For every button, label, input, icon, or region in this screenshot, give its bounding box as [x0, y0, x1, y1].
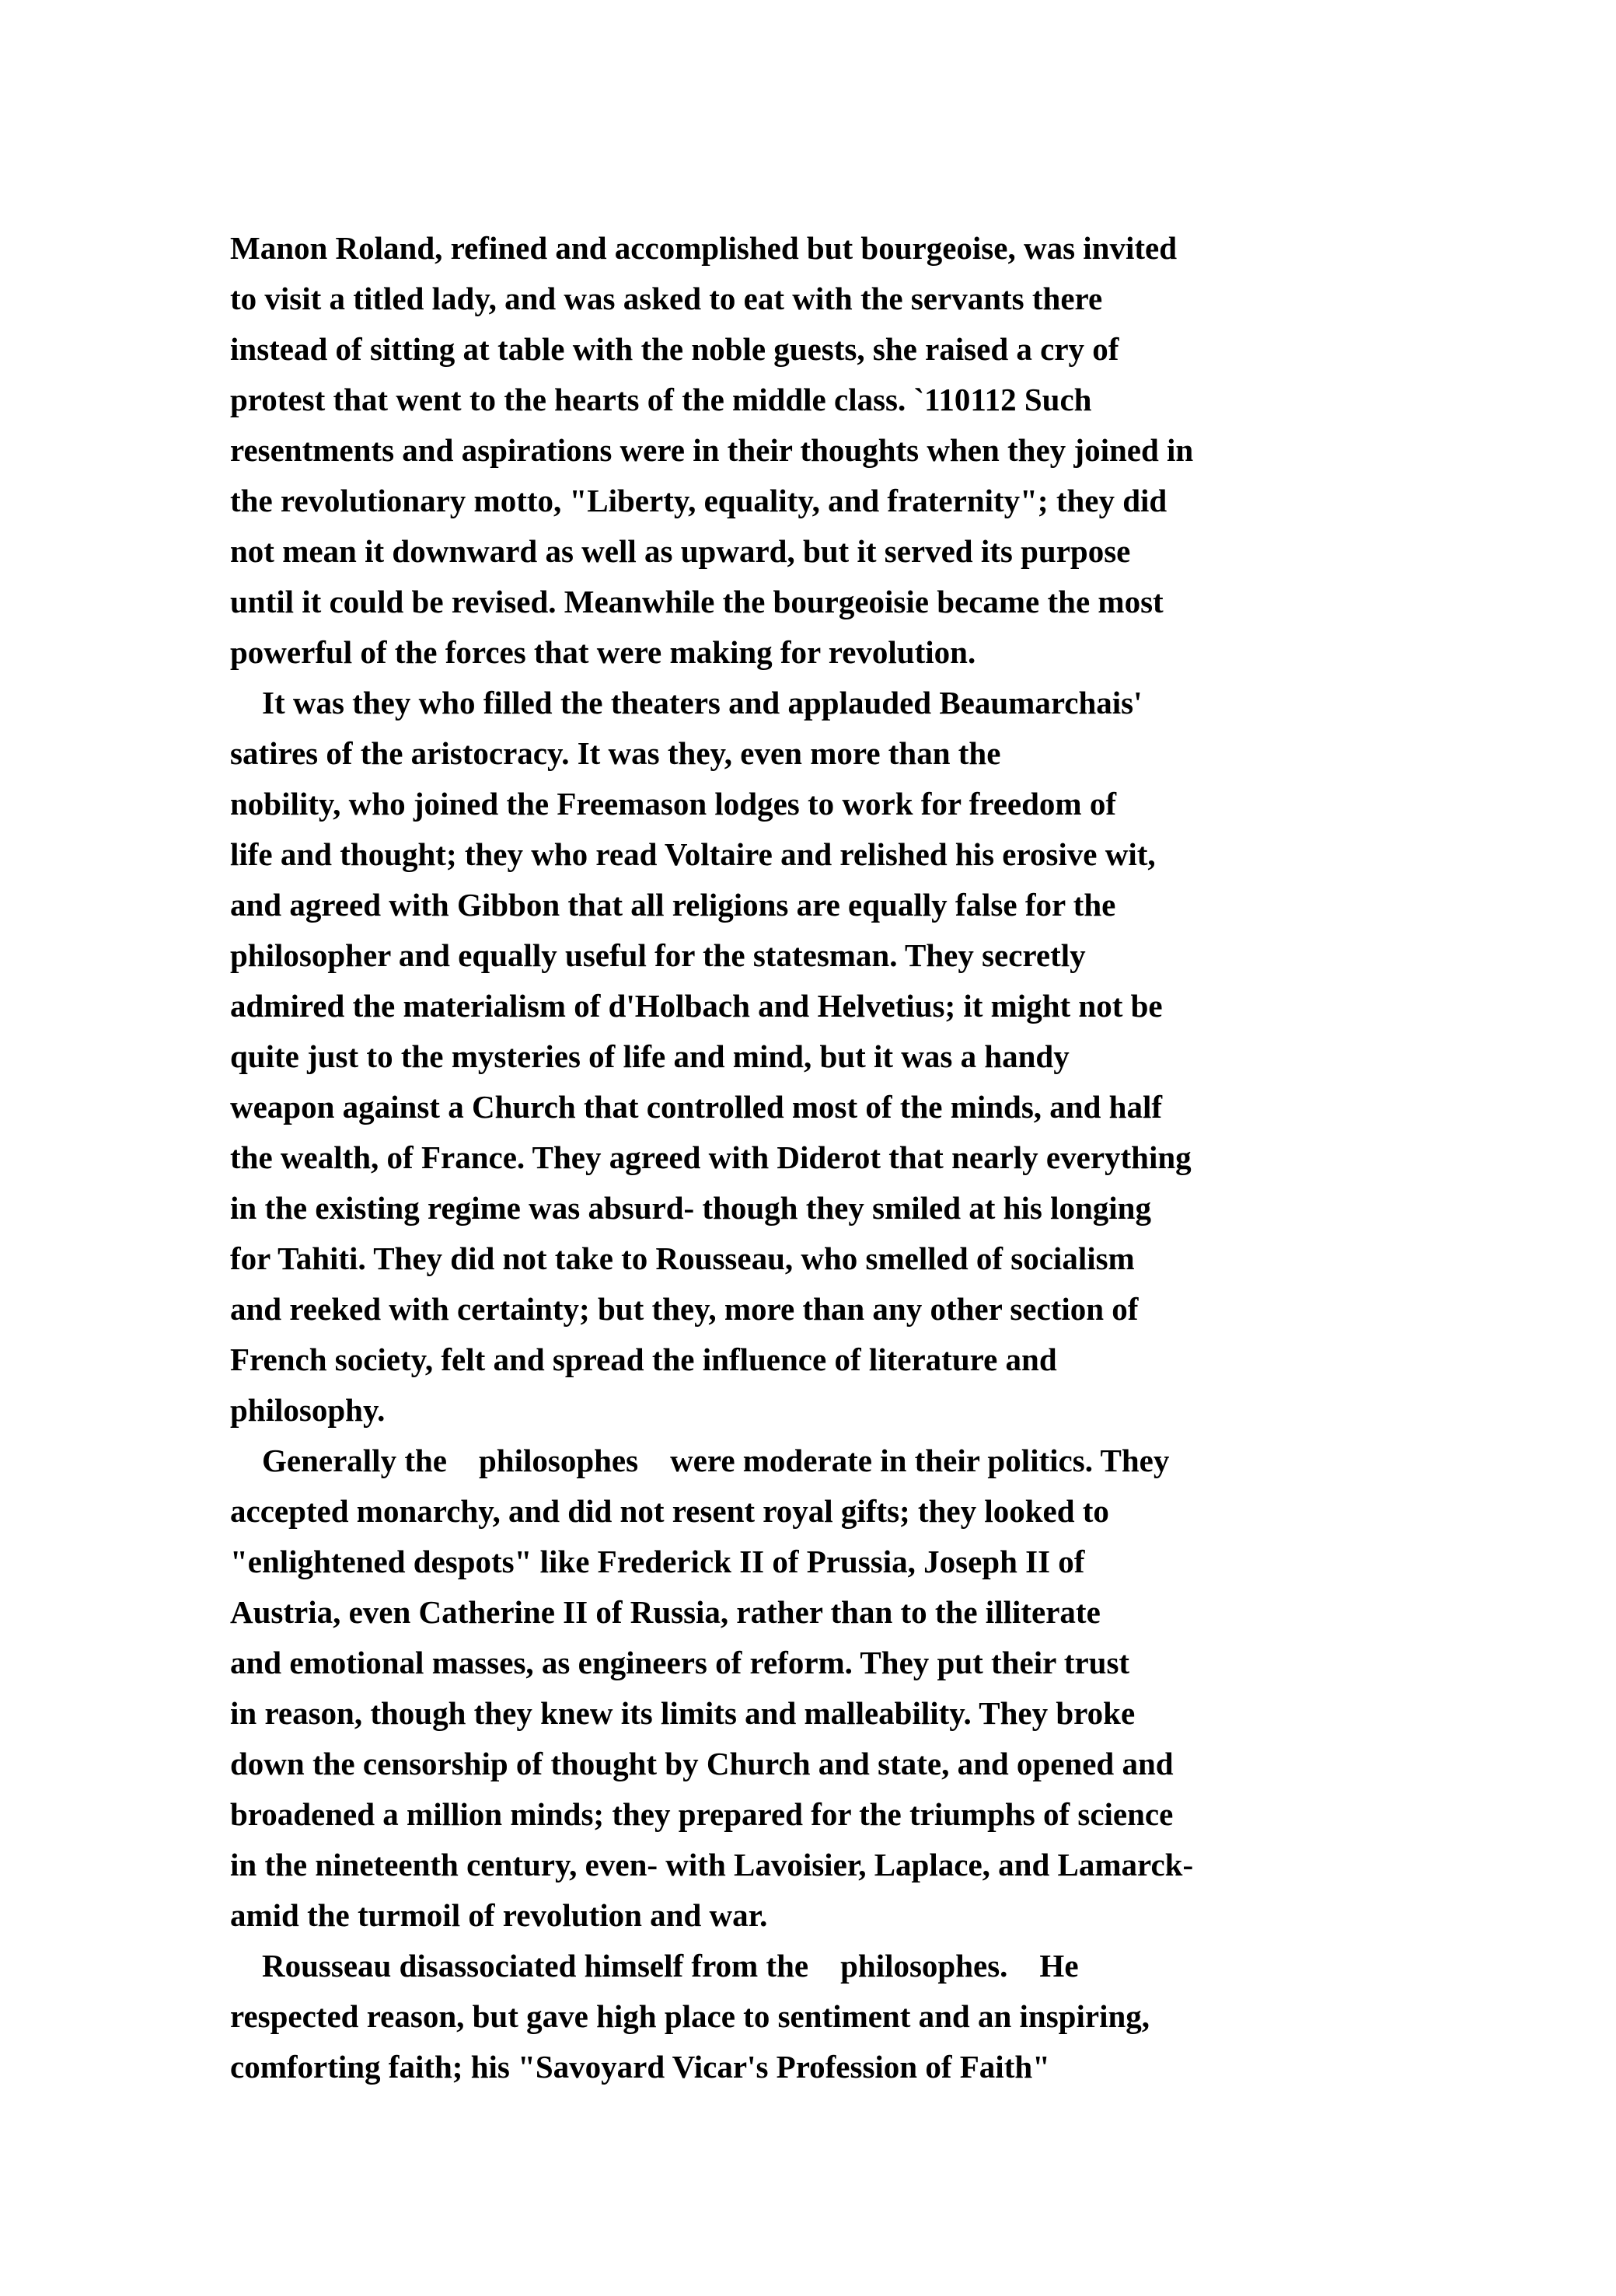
text-line: It was they who filled the theaters and applauded Beaumarchais'	[230, 685, 1143, 721]
text-line: and agreed with Gibbon that all religions are equally false for the	[230, 887, 1116, 923]
text-line: and emotional masses, as engineers of reform. They put their trust	[230, 1645, 1130, 1680]
text-line: to visit a titled lady, and was asked to eat with the servants there	[230, 281, 1103, 316]
text-line: resentments and aspirations were in their thoughts when they joined in	[230, 432, 1194, 468]
text-line: down the censorship of thought by Church and state, and opened and	[230, 1746, 1174, 1781]
text-line: the wealth, of France. They agreed with Diderot that nearly everything	[230, 1139, 1192, 1175]
text-line: philosophy.	[230, 1392, 386, 1428]
text-line: not mean it downward as well as upward, but it served its purpose	[230, 533, 1131, 569]
text-line: life and thought; they who read Voltaire and relished his erosive wit,	[230, 836, 1156, 872]
text-line: comforting faith; his "Savoyard Vicar's Profession of Faith"	[230, 2049, 1050, 2085]
text-line: protest that went to the hearts of the middle class. `110112 Such	[230, 382, 1092, 417]
text-line: accepted monarchy, and did not resent royal gifts; they looked to	[230, 1493, 1109, 1529]
text-line: weapon against a Church that controlled most of the minds, and half	[230, 1089, 1163, 1125]
text-line: satires of the aristocracy. It was they, even more than the	[230, 735, 1001, 771]
text-line: French society, felt and spread the influence of literature and	[230, 1342, 1057, 1377]
text-line: Manon Roland, refined and accomplished but bourgeoise, was invited	[230, 230, 1178, 266]
text-line: nobility, who joined the Freemason lodges to work for freedom of	[230, 786, 1116, 822]
text-line: and reeked with certainty; but they, more than any other section of	[230, 1291, 1139, 1327]
text-line: in the nineteenth century, even- with Lavoisier, Laplace, and Lamarck-	[230, 1847, 1194, 1883]
text-line: admired the materialism of d'Holbach and Helvetius; it might not be	[230, 988, 1163, 1024]
text-line: until it could be revised. Meanwhile the bourgeoisie became the most	[230, 584, 1164, 619]
text-line: instead of sitting at table with the noble guests, she raised a cry of	[230, 331, 1119, 367]
text-line: respected reason, but gave high place to sentiment and an inspiring,	[230, 1998, 1150, 2034]
text-line: Rousseau disassociated himself from the philosophes. He	[230, 1948, 1079, 1984]
text-line: the revolutionary motto, "Liberty, equality, and fraternity"; they did	[230, 483, 1167, 518]
text-line: powerful of the forces that were making for revolution.	[230, 634, 976, 670]
text-line: amid the turmoil of revolution and war.	[230, 1897, 768, 1933]
body-text	[230, 223, 1551, 2092]
text-line: broadened a million minds; they prepared for the triumphs of science	[230, 1796, 1174, 1832]
text-line: quite just to the mysteries of life and mind, but it was a handy	[230, 1038, 1070, 1074]
text-line: in the existing regime was absurd- though they smiled at his longing	[230, 1190, 1151, 1226]
text-line: philosopher and equally useful for the statesman. They secretly	[230, 937, 1086, 973]
text-line: in reason, though they knew its limits and malleability. They broke	[230, 1695, 1136, 1731]
text-line: for Tahiti. They did not take to Rousseau, who smelled of socialism	[230, 1240, 1135, 1276]
text-line: "enlightened despots" like Frederick II of Prussia, Joseph II of	[230, 1544, 1085, 1579]
text-line: Generally the philosophes were moderate in their politics. They	[230, 1443, 1170, 1478]
text-line: Austria, even Catherine II of Russia, rather than to the illiterate	[230, 1594, 1101, 1630]
